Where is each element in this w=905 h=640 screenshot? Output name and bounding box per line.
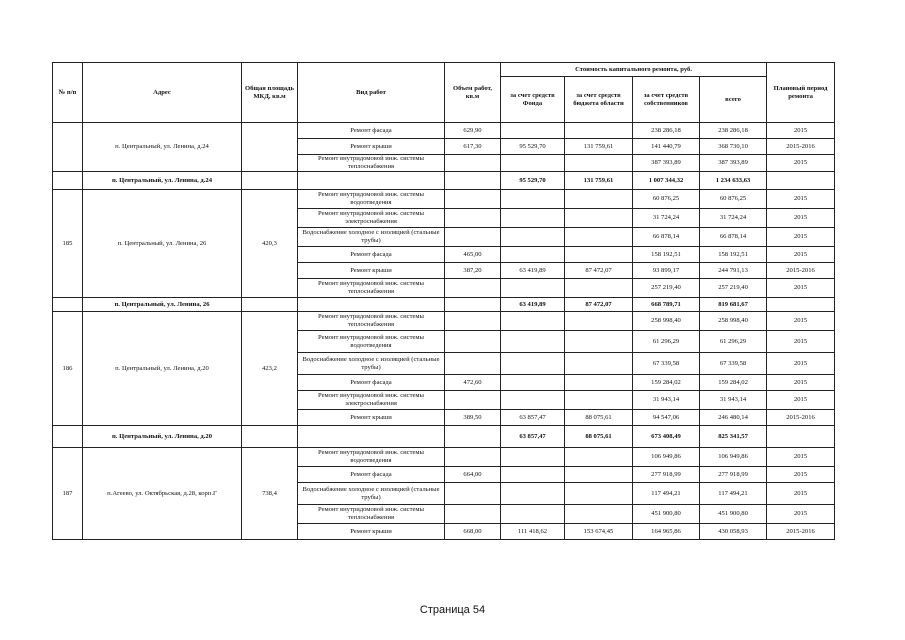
region-cell <box>565 155 633 172</box>
volume-cell: 668,00 <box>445 524 501 540</box>
fund-cell: 63 857,47 <box>501 410 565 426</box>
work-type-cell: Ремонт крыши <box>298 263 445 279</box>
subtotal-owners: 673 408,49 <box>633 426 700 448</box>
col-header-num: № п/п <box>53 63 83 123</box>
region-cell <box>565 247 633 263</box>
col-header-volume: Объем работ, кв.м <box>445 63 501 123</box>
row-number: 187 <box>53 448 83 540</box>
row-number: 186 <box>53 312 83 426</box>
volume-cell <box>445 331 501 353</box>
fund-cell <box>501 190 565 209</box>
subtotal-row <box>53 426 835 448</box>
total-cell: 430 058,93 <box>700 524 767 540</box>
period-cell: 2015 <box>767 312 835 331</box>
owners-cell: 61 296,29 <box>633 331 700 353</box>
fund-cell <box>501 228 565 247</box>
subtotal-row <box>53 298 835 312</box>
work-type-cell: Ремонт фасада <box>298 123 445 139</box>
owners-cell: 94 547,06 <box>633 410 700 426</box>
subtotal-fund: 95 529,70 <box>501 172 565 190</box>
subtotal-num <box>53 298 83 312</box>
period-cell: 2015 <box>767 247 835 263</box>
owners-cell: 93 899,17 <box>633 263 700 279</box>
period-cell: 2015 <box>767 483 835 505</box>
owners-cell: 141 440,79 <box>633 139 700 155</box>
owners-cell: 158 192,51 <box>633 247 700 263</box>
total-cell: 106 949,86 <box>700 448 767 467</box>
subtotal-region: 87 472,07 <box>565 298 633 312</box>
region-cell <box>565 190 633 209</box>
work-type-cell: Ремонт фасада <box>298 375 445 391</box>
work-type-cell: Ремонт внутридомовой инж. системы теплоснабжения <box>298 155 445 172</box>
work-type-cell: Ремонт внутридомовой инж. системы теплоснабжения <box>298 312 445 331</box>
work-type-cell: Ремонт крыши <box>298 524 445 540</box>
region-cell <box>565 448 633 467</box>
fund-cell <box>501 331 565 353</box>
owners-cell: 67 339,58 <box>633 353 700 375</box>
col-header-work: Вид работ <box>298 63 445 123</box>
subtotal-total: 825 341,57 <box>700 426 767 448</box>
volume-cell: 472,60 <box>445 375 501 391</box>
volume-cell <box>445 353 501 375</box>
total-cell: 368 730,10 <box>700 139 767 155</box>
total-cell: 67 339,58 <box>700 353 767 375</box>
volume-cell: 389,50 <box>445 410 501 426</box>
total-cell: 238 286,18 <box>700 123 767 139</box>
subtotal-volume <box>445 298 501 312</box>
owners-cell: 238 286,18 <box>633 123 700 139</box>
volume-cell <box>445 155 501 172</box>
fund-cell <box>501 279 565 298</box>
region-cell <box>565 505 633 524</box>
period-cell: 2015 <box>767 505 835 524</box>
work-type-cell: Ремонт внутридомовой инж. системы электроснабжения <box>298 391 445 410</box>
period-cell: 2015 <box>767 467 835 483</box>
owners-cell: 258 998,40 <box>633 312 700 331</box>
fund-cell: 63 419,89 <box>501 263 565 279</box>
period-cell: 2015 <box>767 279 835 298</box>
subtotal-work <box>298 426 445 448</box>
col-header-area: Общая площадь МКД, кв.м <box>242 63 298 123</box>
total-cell: 258 998,40 <box>700 312 767 331</box>
region-cell <box>565 331 633 353</box>
region-cell <box>565 375 633 391</box>
fund-cell <box>501 123 565 139</box>
work-type-cell: Ремонт фасада <box>298 467 445 483</box>
subtotal-total: 819 681,67 <box>700 298 767 312</box>
subtotal-num <box>53 172 83 190</box>
owners-cell: 451 900,80 <box>633 505 700 524</box>
subtotal-region: 88 075,61 <box>565 426 633 448</box>
region-cell <box>565 123 633 139</box>
fund-cell <box>501 312 565 331</box>
period-cell: 2015 <box>767 155 835 172</box>
area-cell: 423,2 <box>242 312 298 426</box>
col-header-fund: за счет средств Фонда <box>501 77 565 123</box>
period-cell: 2015 <box>767 391 835 410</box>
volume-cell <box>445 391 501 410</box>
period-cell: 2015-2016 <box>767 524 835 540</box>
work-type-cell: Ремонт внутридомовой инж. системы водоотведения <box>298 331 445 353</box>
period-cell: 2015-2016 <box>767 410 835 426</box>
period-cell: 2015 <box>767 448 835 467</box>
region-cell <box>565 391 633 410</box>
volume-cell: 629,90 <box>445 123 501 139</box>
work-type-cell: Ремонт крыши <box>298 410 445 426</box>
owners-cell: 387 393,89 <box>633 155 700 172</box>
fund-cell <box>501 483 565 505</box>
work-type-cell: Ремонт внутридомовой инж. системы водоотведения <box>298 448 445 467</box>
area-cell <box>242 123 298 172</box>
owners-cell: 257 219,40 <box>633 279 700 298</box>
owners-cell: 66 878,14 <box>633 228 700 247</box>
fund-cell: 95 529,70 <box>501 139 565 155</box>
total-cell: 387 393,89 <box>700 155 767 172</box>
subtotal-region: 131 759,61 <box>565 172 633 190</box>
page-number: Страница 54 <box>419 604 486 616</box>
col-header-total: всего <box>700 77 767 123</box>
col-header-region: за счет средств бюджета области <box>565 77 633 123</box>
col-header-address: Адрес <box>83 63 242 123</box>
total-cell: 257 219,40 <box>700 279 767 298</box>
work-type-cell: Ремонт внутридомовой инж. системы электроснабжения <box>298 209 445 228</box>
work-type-cell: Ремонт крыши <box>298 139 445 155</box>
total-cell: 31 724,24 <box>700 209 767 228</box>
row-number <box>53 123 83 172</box>
table-row <box>53 190 835 209</box>
period-cell: 2015 <box>767 228 835 247</box>
subtotal-work <box>298 298 445 312</box>
volume-cell <box>445 209 501 228</box>
period-cell: 2015 <box>767 123 835 139</box>
region-cell <box>565 353 633 375</box>
fund-cell <box>501 467 565 483</box>
work-type-cell: Ремонт внутридомовой инж. системы водоотведения <box>298 190 445 209</box>
fund-cell <box>501 505 565 524</box>
table-row <box>53 123 835 139</box>
period-cell: 2015 <box>767 190 835 209</box>
volume-cell: 387,20 <box>445 263 501 279</box>
volume-cell <box>445 312 501 331</box>
subtotal-label: п. Центральный, ул. Ленина, 26 <box>83 298 242 312</box>
address-cell: п. Центральный, ул. Ленина, д.24 <box>83 123 242 172</box>
fund-cell <box>501 448 565 467</box>
period-cell: 2015 <box>767 331 835 353</box>
subtotal-total: 1 234 633,63 <box>700 172 767 190</box>
period-cell: 2015-2016 <box>767 139 835 155</box>
fund-cell <box>501 353 565 375</box>
area-cell: 420,3 <box>242 190 298 298</box>
fund-cell: 111 418,62 <box>501 524 565 540</box>
region-cell: 88 075,61 <box>565 410 633 426</box>
total-cell: 61 296,29 <box>700 331 767 353</box>
owners-cell: 117 494,21 <box>633 483 700 505</box>
col-header-owners: за счет средств собственников <box>633 77 700 123</box>
subtotal-period <box>767 172 835 190</box>
fund-cell <box>501 391 565 410</box>
work-type-cell: Водоснабжение холодное с изоляцией (стальные трубы) <box>298 228 445 247</box>
address-cell: п. Центральный, ул. Ленина, 26 <box>83 190 242 298</box>
capital-repair-table <box>52 62 835 540</box>
col-header-cost-group: Стоимость капитального ремонта, руб. <box>501 63 767 77</box>
subtotal-area <box>242 172 298 190</box>
period-cell: 2015-2016 <box>767 263 835 279</box>
col-header-period: Плановый период ремонта <box>767 63 835 123</box>
region-cell <box>565 483 633 505</box>
table-row <box>53 448 835 467</box>
area-cell: 738,4 <box>242 448 298 540</box>
owners-cell: 277 918,99 <box>633 467 700 483</box>
subtotal-volume <box>445 426 501 448</box>
subtotal-label: п. Центральный, ул. Ленина, д.20 <box>83 426 242 448</box>
owners-cell: 159 284,02 <box>633 375 700 391</box>
total-cell: 159 284,02 <box>700 375 767 391</box>
address-cell: п. Центральный, ул. Ленина, д.20 <box>83 312 242 426</box>
region-cell <box>565 209 633 228</box>
owners-cell: 31 724,24 <box>633 209 700 228</box>
period-cell: 2015 <box>767 209 835 228</box>
subtotal-volume <box>445 172 501 190</box>
owners-cell: 106 949,86 <box>633 448 700 467</box>
total-cell: 158 192,51 <box>700 247 767 263</box>
region-cell <box>565 467 633 483</box>
fund-cell <box>501 247 565 263</box>
subtotal-fund: 63 857,47 <box>501 426 565 448</box>
total-cell: 277 918,99 <box>700 467 767 483</box>
subtotal-row <box>53 172 835 190</box>
address-cell: п.Агеево, ул. Октябрьская, д.28, корп.Г <box>83 448 242 540</box>
table-row <box>53 312 835 331</box>
total-cell: 244 791,13 <box>700 263 767 279</box>
volume-cell <box>445 483 501 505</box>
subtotal-fund: 63 419,89 <box>501 298 565 312</box>
period-cell: 2015 <box>767 375 835 391</box>
subtotal-area <box>242 298 298 312</box>
subtotal-period <box>767 298 835 312</box>
volume-cell <box>445 505 501 524</box>
total-cell: 117 494,21 <box>700 483 767 505</box>
subtotal-work <box>298 172 445 190</box>
volume-cell: 617,30 <box>445 139 501 155</box>
row-number: 185 <box>53 190 83 298</box>
total-cell: 246 480,14 <box>700 410 767 426</box>
work-type-cell: Ремонт фасада <box>298 247 445 263</box>
owners-cell: 164 965,86 <box>633 524 700 540</box>
total-cell: 66 878,14 <box>700 228 767 247</box>
fund-cell <box>501 209 565 228</box>
work-type-cell: Водоснабжение холодное с изоляцией (стальные трубы) <box>298 353 445 375</box>
work-type-cell: Водоснабжение холодное с изоляцией (стальные трубы) <box>298 483 445 505</box>
region-cell: 153 674,45 <box>565 524 633 540</box>
region-cell: 131 759,61 <box>565 139 633 155</box>
region-cell: 87 472,07 <box>565 263 633 279</box>
volume-cell <box>445 279 501 298</box>
work-type-cell: Ремонт внутридомовой инж. системы теплоснабжения <box>298 279 445 298</box>
volume-cell: 465,00 <box>445 247 501 263</box>
subtotal-period <box>767 426 835 448</box>
total-cell: 451 900,80 <box>700 505 767 524</box>
period-cell: 2015 <box>767 353 835 375</box>
volume-cell <box>445 190 501 209</box>
volume-cell <box>445 228 501 247</box>
subtotal-num <box>53 426 83 448</box>
subtotal-owners: 1 007 344,32 <box>633 172 700 190</box>
owners-cell: 60 876,25 <box>633 190 700 209</box>
subtotal-owners: 668 789,71 <box>633 298 700 312</box>
subtotal-area <box>242 426 298 448</box>
work-type-cell: Ремонт внутридомовой инж. системы теплоснабжения <box>298 505 445 524</box>
fund-cell <box>501 155 565 172</box>
region-cell <box>565 279 633 298</box>
owners-cell: 31 943,14 <box>633 391 700 410</box>
volume-cell: 664,00 <box>445 467 501 483</box>
fund-cell <box>501 375 565 391</box>
total-cell: 31 943,14 <box>700 391 767 410</box>
region-cell <box>565 312 633 331</box>
total-cell: 60 876,25 <box>700 190 767 209</box>
region-cell <box>565 228 633 247</box>
volume-cell <box>445 448 501 467</box>
subtotal-label: п. Центральный, ул. Ленина, д.24 <box>83 172 242 190</box>
